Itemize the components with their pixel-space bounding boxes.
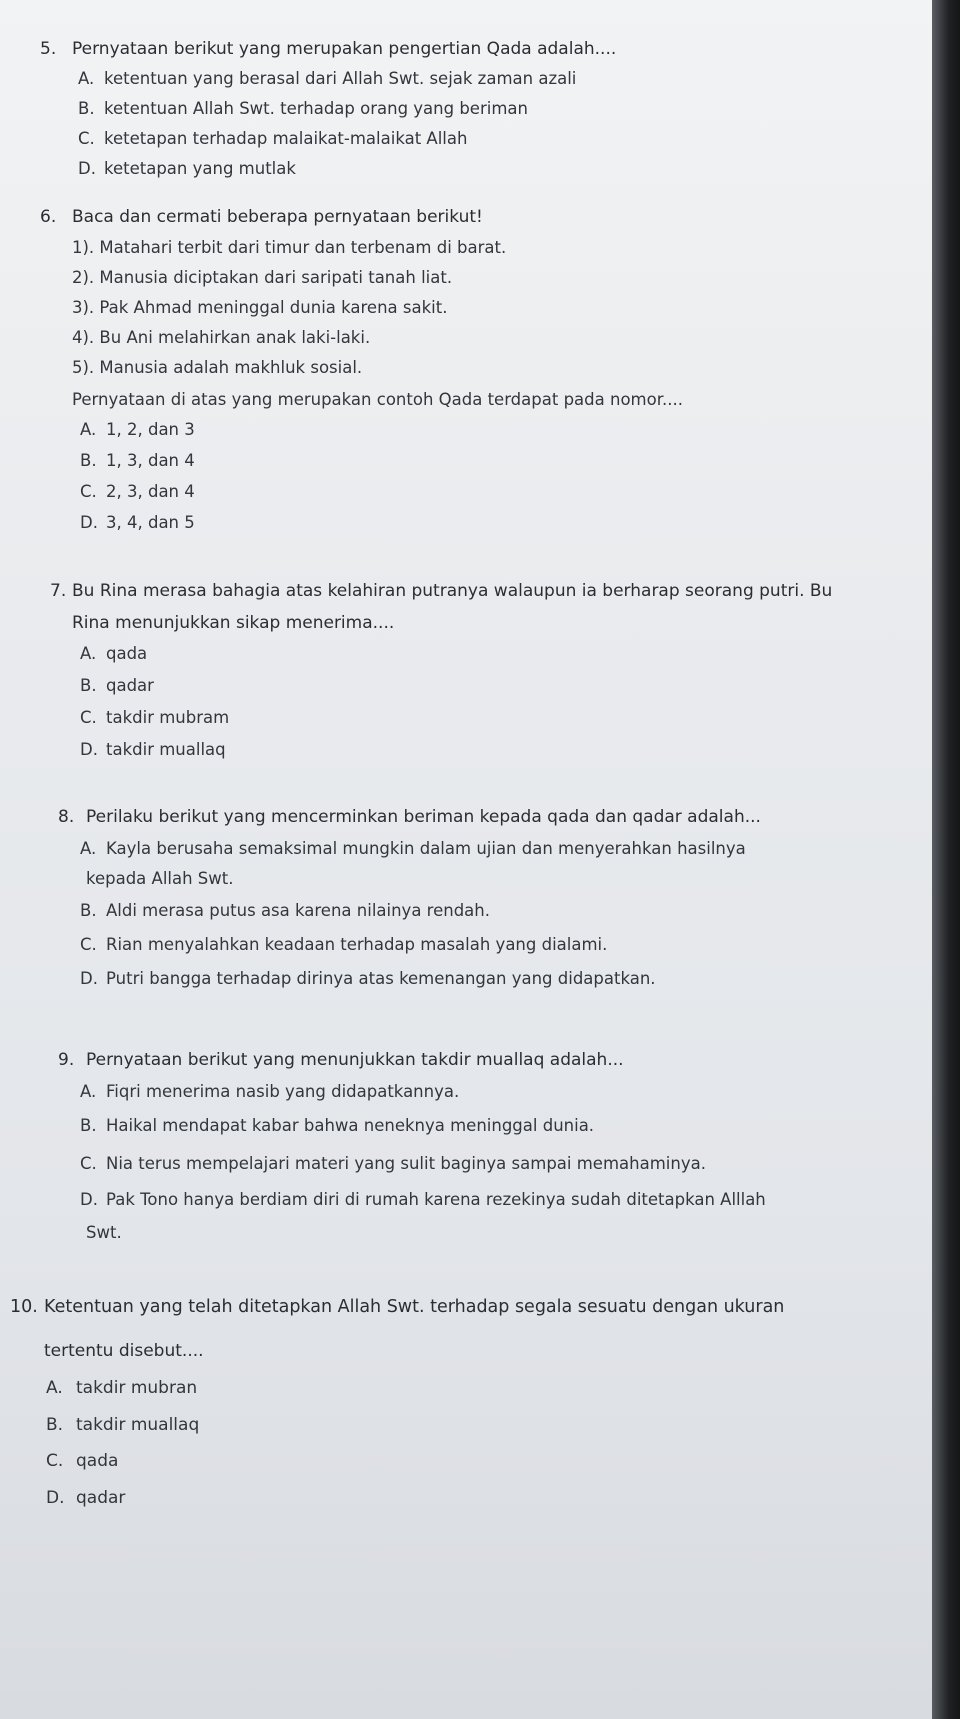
option-letter: A.: [80, 644, 97, 663]
page-edge-shadow: [932, 0, 960, 1719]
option-text: 3, 4, dan 5: [106, 513, 195, 532]
option-d: [80, 1189, 766, 1211]
option-text: Pak Tono hanya berdiam diri di rumah karena rezekinya sudah ditetapkan Alllah: [106, 1190, 766, 1209]
question-7-stem-cont: Rina menunjukkan sikap menerima....: [72, 613, 395, 633]
option-c: [80, 481, 195, 503]
question-9-stem: [58, 1049, 624, 1071]
option-c: [78, 128, 467, 150]
option-letter: D.: [80, 513, 98, 532]
option-text: Aldi merasa putus asa karena nilainya rendah.: [106, 901, 490, 920]
option-text: ketetapan yang mutlak: [104, 159, 296, 178]
option-letter: C.: [80, 1154, 97, 1173]
option-text: 2, 3, dan 4: [106, 482, 195, 501]
option-letter: A.: [80, 1082, 97, 1101]
option-d-cont: Swt.: [86, 1223, 122, 1242]
option-b: [80, 675, 154, 697]
question-number: 7.: [50, 581, 67, 601]
option-letter: C.: [80, 935, 97, 954]
option-text: 1, 3, dan 4: [106, 451, 195, 470]
question-text: Bu Rina merasa bahagia atas kelahiran putranya walaupun ia berharap seorang putri. Bu: [72, 581, 833, 601]
option-letter: D.: [80, 1190, 98, 1209]
question-number: 5.: [40, 39, 57, 59]
statement-3: 3). Pak Ahmad meninggal dunia karena sakit.: [72, 298, 448, 317]
option-d: [78, 158, 296, 180]
option-a: [80, 1081, 459, 1103]
option-text: Haikal mendapat kabar bahwa neneknya meninggal dunia.: [106, 1116, 595, 1135]
option-letter: A.: [46, 1378, 63, 1398]
option-letter: B.: [46, 1415, 64, 1435]
question-5-stem: [40, 38, 616, 60]
question-7-stem: [50, 580, 832, 602]
question-number: 6.: [40, 207, 57, 227]
option-letter: C.: [78, 129, 95, 148]
question-6-stem: [40, 206, 483, 228]
option-letter: A.: [80, 420, 97, 439]
question-6-prompt: Pernyataan di atas yang merupakan contoh Qada terdapat pada nomor....: [72, 390, 683, 409]
question-text: Baca dan cermati beberapa pernyataan berikut!: [72, 207, 483, 227]
option-d: [80, 968, 656, 990]
option-c: [80, 707, 229, 729]
option-text: Kayla berusaha semaksimal mungkin dalam ujian dan menyerahkan hasilnya: [106, 839, 746, 858]
option-c: [46, 1450, 118, 1472]
option-text: Nia terus mempelajari materi yang sulit baginya sampai memahaminya.: [106, 1154, 706, 1173]
option-letter: B.: [80, 676, 97, 695]
statement-1: 1). Matahari terbit dari timur dan terbenam di barat.: [72, 238, 507, 257]
option-a: [46, 1377, 197, 1399]
option-b: [80, 1115, 594, 1137]
option-text: qada: [106, 644, 148, 663]
option-a: [80, 838, 746, 860]
option-letter: C.: [80, 708, 97, 727]
statement-5: 5). Manusia adalah makhluk sosial.: [72, 358, 363, 377]
option-text: ketentuan Allah Swt. terhadap orang yang beriman: [104, 99, 528, 118]
question-number: 9.: [58, 1050, 75, 1070]
option-text: qada: [76, 1451, 119, 1471]
option-a: [78, 68, 576, 90]
question-number: 10.: [10, 1297, 38, 1317]
option-b: [80, 900, 490, 922]
option-text: qadar: [106, 676, 154, 695]
option-text: takdir muallaq: [76, 1415, 200, 1435]
option-d: [80, 739, 226, 761]
statement-4: 4). Bu Ani melahirkan anak laki-laki.: [72, 328, 371, 347]
option-d: [80, 512, 195, 534]
option-letter: C.: [80, 482, 97, 501]
option-letter: D.: [80, 969, 98, 988]
option-d: [46, 1487, 125, 1509]
option-text: Rian menyalahkan keadaan terhadap masalah yang dialami.: [106, 935, 608, 954]
option-text: takdir mubran: [76, 1378, 198, 1398]
question-text: Pernyataan berikut yang merupakan pengertian Qada adalah....: [72, 39, 617, 59]
option-text: 1, 2, dan 3: [106, 420, 195, 439]
option-b: [78, 98, 528, 120]
option-b: [80, 450, 195, 472]
option-letter: B.: [80, 1116, 97, 1135]
option-letter: D.: [46, 1488, 65, 1508]
statement-2: 2). Manusia diciptakan dari saripati tanah liat.: [72, 268, 453, 287]
option-text: ketentuan yang berasal dari Allah Swt. sejak zaman azali: [104, 69, 577, 88]
option-letter: D.: [78, 159, 96, 178]
question-text: Perilaku berikut yang mencerminkan beriman kepada qada dan qadar adalah...: [86, 807, 761, 827]
option-a: [80, 419, 195, 441]
option-text: takdir muallaq: [106, 740, 226, 759]
option-text: ketetapan terhadap malaikat-malaikat Allah: [104, 129, 468, 148]
question-text: Pernyataan berikut yang menunjukkan takdir muallaq adalah...: [86, 1050, 624, 1070]
option-letter: B.: [80, 451, 97, 470]
option-b: [46, 1414, 199, 1436]
option-text: qadar: [76, 1488, 126, 1508]
option-letter: D.: [80, 740, 98, 759]
option-text: takdir mubram: [106, 708, 230, 727]
option-letter: A.: [80, 839, 97, 858]
option-a-cont: kepada Allah Swt.: [86, 869, 234, 888]
question-text: Ketentuan yang telah ditetapkan Allah Swt. terhadap segala sesuatu dengan ukuran: [44, 1297, 785, 1317]
option-letter: B.: [78, 99, 95, 118]
option-letter: B.: [80, 901, 97, 920]
option-letter: A.: [78, 69, 95, 88]
question-10-stem-cont: tertentu disebut....: [44, 1341, 204, 1361]
question-10-stem: [10, 1296, 784, 1318]
option-text: Fiqri menerima nasib yang didapatkannya.: [106, 1082, 460, 1101]
option-text: Putri bangga terhadap dirinya atas kemenangan yang didapatkan.: [106, 969, 656, 988]
option-c: [80, 934, 607, 956]
option-a: [80, 643, 147, 665]
question-8-stem: [58, 806, 761, 828]
question-number: 8.: [58, 807, 75, 827]
option-c: [80, 1153, 706, 1175]
option-letter: C.: [46, 1451, 64, 1471]
